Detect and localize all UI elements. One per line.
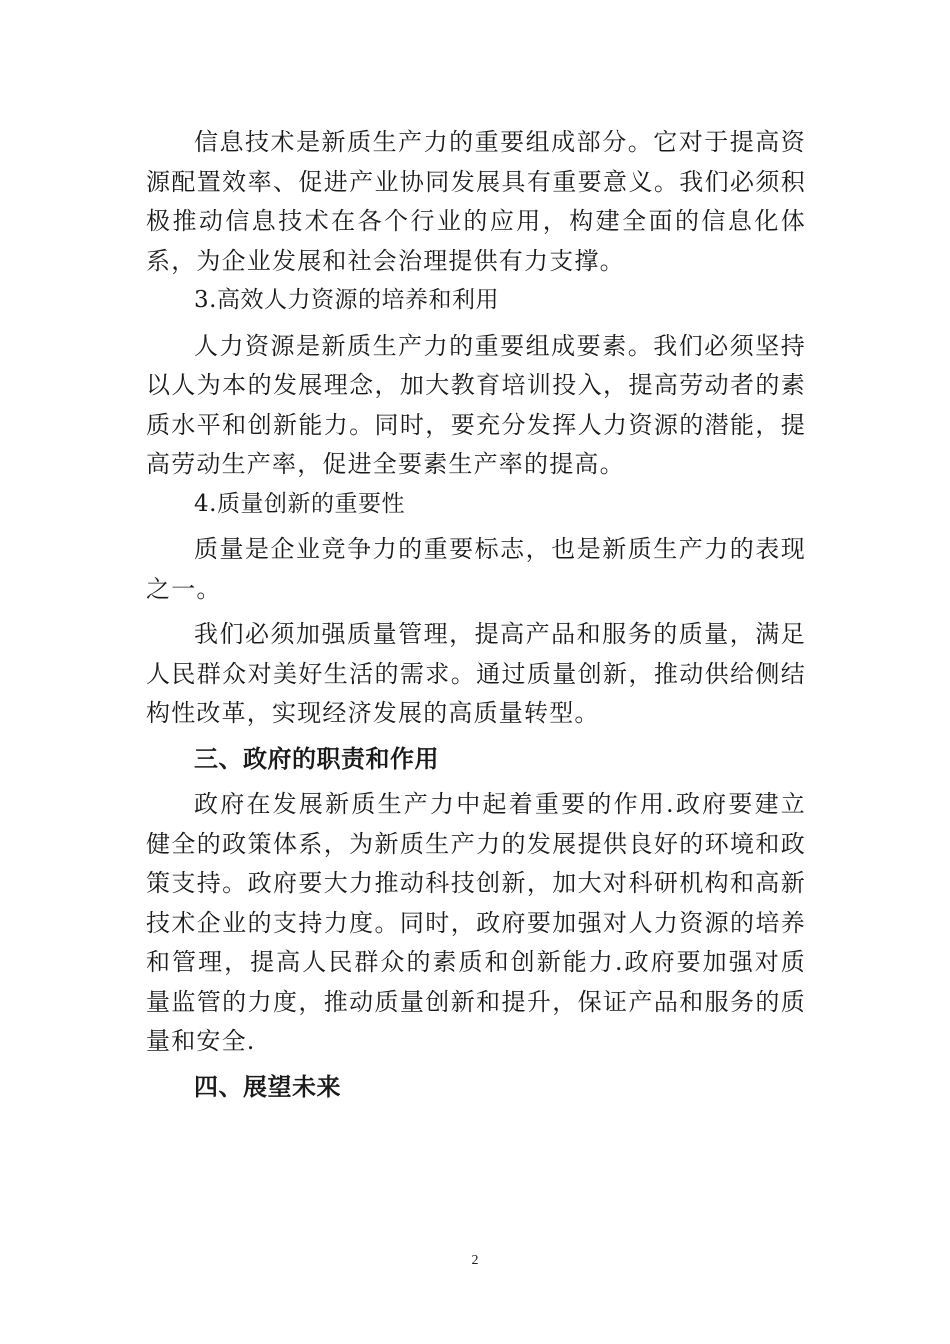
paragraph-quality-management: 我们必须加强质量管理，提高产品和服务的质量，满足人民群众对美好生活的需求。通过质量创新，推动供给侧结构性改革，实现经济发展的高质量转型。 [146, 620, 806, 727]
paragraph-human-resources: 人力资源是新质生产力的重要组成要素。我们必须坚持以人为本的发展理念，加大教育培训投入，提高劳动者的素质水平和创新能力。同时，要充分发挥人力资源的潜能，提高劳动生产率，促进全要素生产率的提高。 [146, 331, 806, 478]
paragraph-government-role: 政府在发展新质生产力中起着重要的作用.政府要建立健全的政策体系，为新质生产力的发展提供良好的环境和政策支持。政府要大力推动科技创新，加大对科研机构和高新技术企业的支持力度。同时，政府要加强对人力资源的培养和管理，提高人民群众的素质和创新能力.政府要加强对质量监管的力度，推动质量创新和提升，保证产品和服务的质量和安全. [146, 790, 806, 1055]
document-body [146, 123, 806, 1107]
section-heading-outlook: 四、展望未来 [194, 1072, 341, 1101]
paragraph-quality-definition: 质量是企业竞争力的重要标志，也是新质生产力的表现之一。 [146, 535, 806, 603]
section-heading-government-role: 三、政府的职责和作用 [194, 744, 439, 773]
subheading-quality-innovation: 4.质量创新的重要性 [194, 490, 405, 517]
paragraph-information-technology: 信息技术是新质生产力的重要组成部分。它对于提高资源配置效率、促进产业协同发展具有重要意义。我们必须积极推动信息技术在各个行业的应用，构建全面的信息化体系，为企业发展和社会治理提供有力支撑。 [146, 128, 806, 275]
subheading-human-resources: 3.高效人力资源的培养和利用 [194, 287, 499, 313]
page-number: 2 [471, 1253, 479, 1268]
